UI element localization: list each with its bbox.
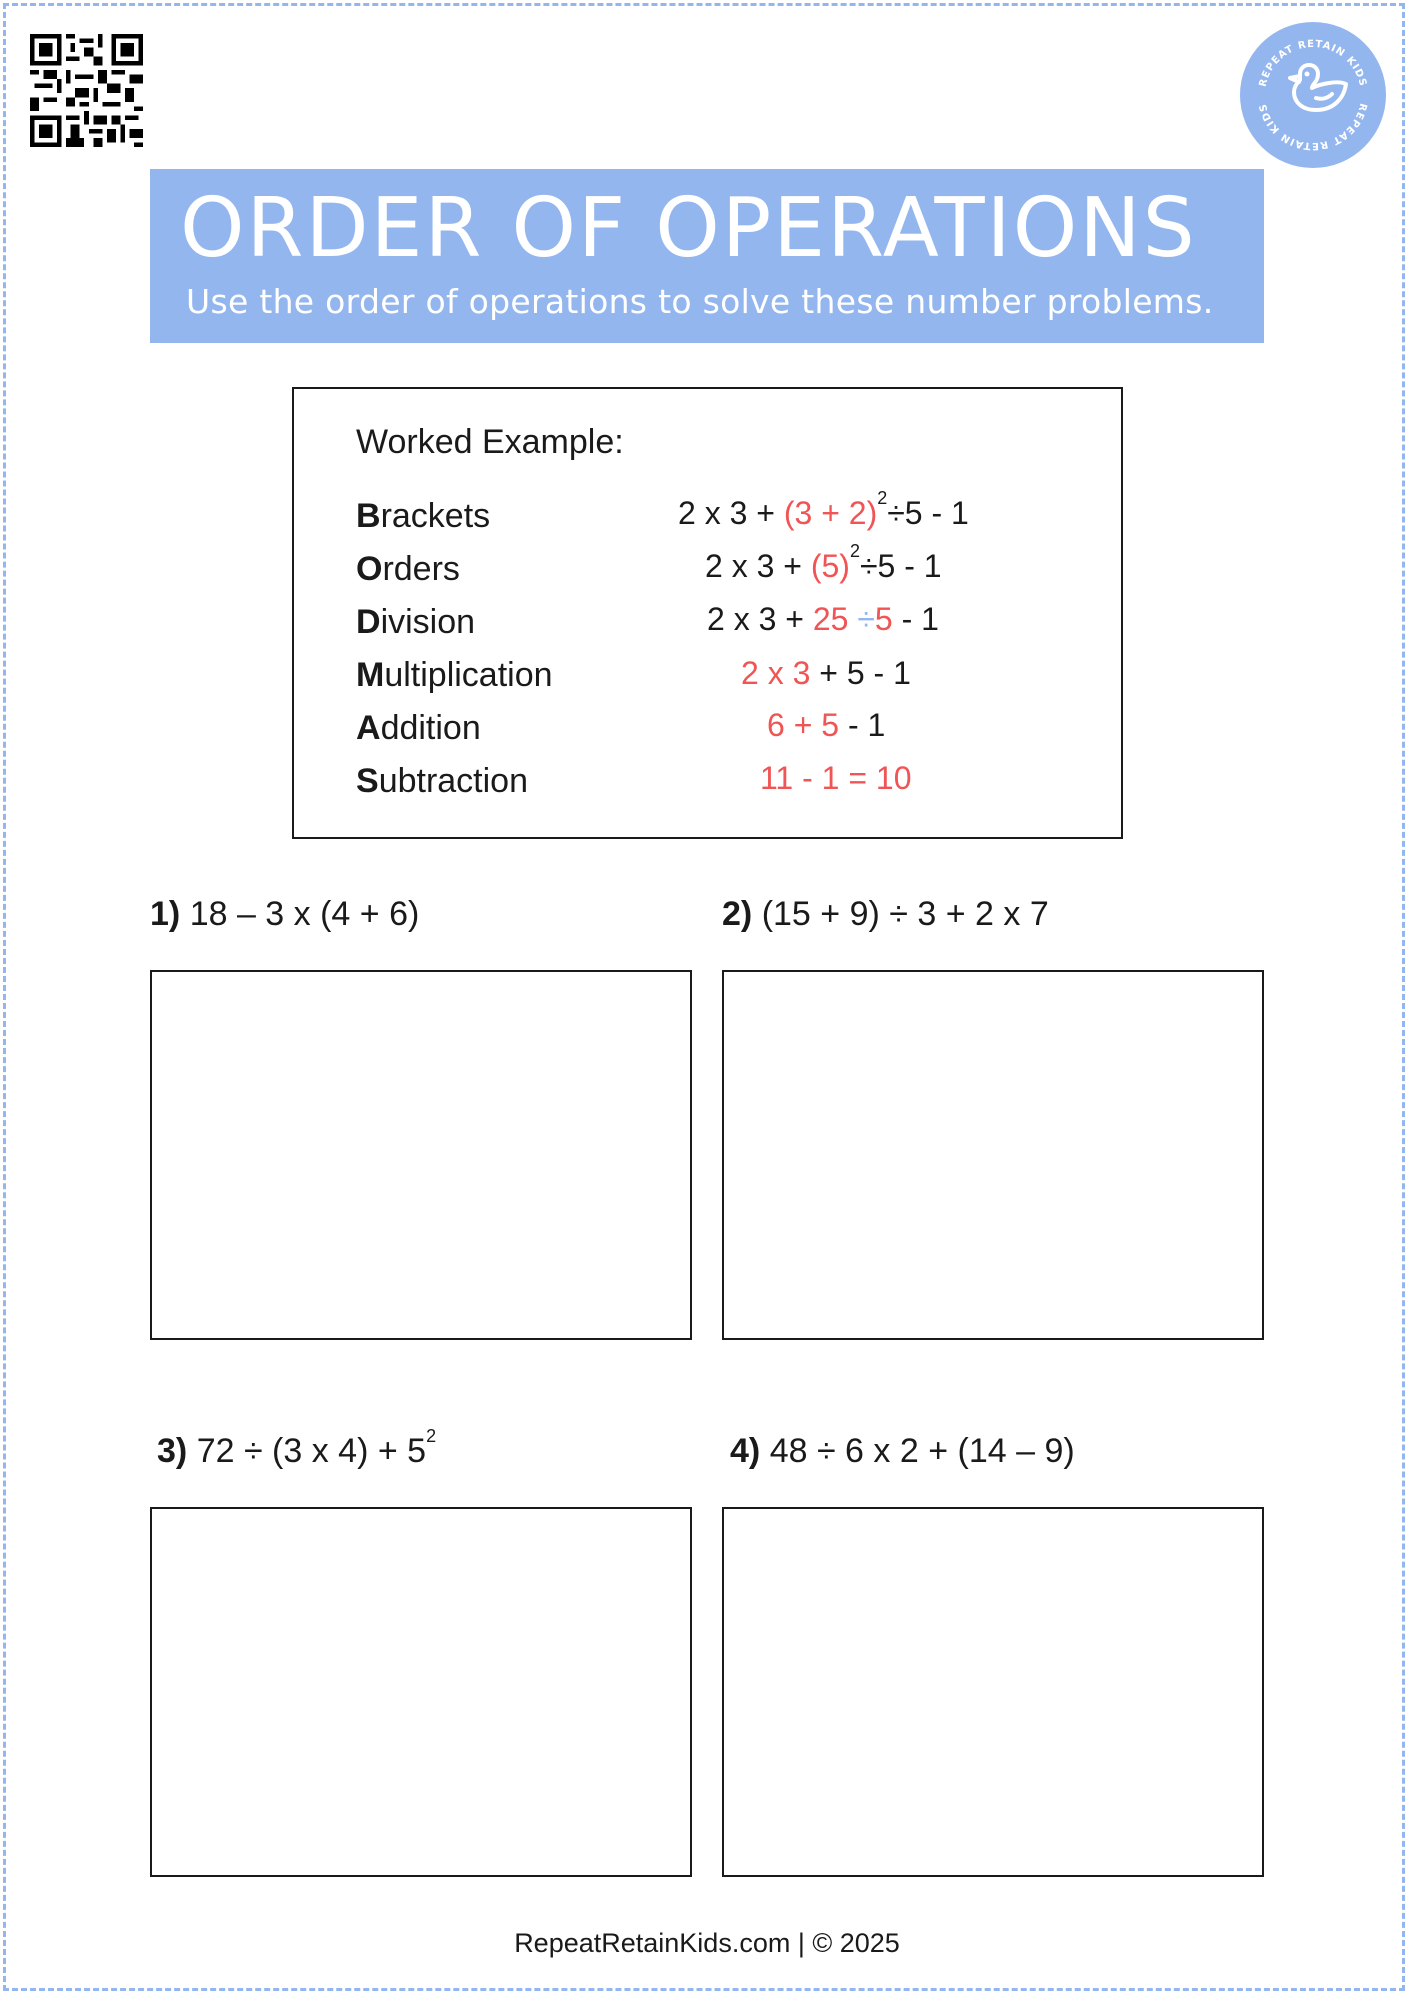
expr-part: 2 x 3 + [705,548,811,584]
expr-part: - 1 [839,707,886,743]
step-brackets [356,497,490,536]
example-line-4 [741,655,911,692]
problem-expression: 18 – 3 x (4 + 6) [189,895,420,933]
exponent: 2 [877,488,888,508]
svg-text:REPEAT RETAIN KIDS: REPEAT RETAIN KIDS [1257,102,1369,152]
footer-text: RepeatRetainKids.com | © 2025 [514,1928,900,1958]
title-banner [150,169,1264,343]
answer-box-3[interactable] [150,1507,692,1877]
answer-box-2[interactable] [722,970,1264,1340]
expr-highlight: 2 x 3 [741,655,811,691]
step-rest: ivision [380,603,476,641]
expr-highlight: 6 + 5 [767,707,840,743]
expr-part: ÷5 - 1 [887,495,969,531]
expr-highlight: (3 + 2) [783,495,878,531]
problem-3 [157,1426,437,1471]
answer-box-1[interactable] [150,970,692,1340]
worked-example-box [292,387,1123,839]
step-rest: rders [382,550,460,588]
step-initial: O [356,550,383,588]
problem-4 [730,1432,1075,1471]
example-line-1 [678,488,969,532]
expr-operator: ÷ [857,601,875,637]
expr-part: - 1 [892,601,939,637]
step-subtraction [356,762,528,801]
step-initial: S [356,762,379,800]
step-orders [356,550,460,589]
step-rest: rackets [380,497,491,535]
qr-code-icon [30,34,143,147]
expr-part: 2 x 3 + [707,601,813,637]
step-initial: B [356,497,381,535]
answer-box-4[interactable] [722,1507,1264,1877]
expr-highlight: 5 [874,601,893,637]
expr-part: ÷5 - 1 [859,548,942,584]
problem-number: 2) [722,895,753,933]
expr-highlight: (5) [810,548,850,584]
expr-highlight: 11 - 1 = 10 [760,760,912,796]
expr-part: 2 x 3 + [678,495,784,531]
step-rest: ultiplication [384,656,553,694]
step-initial: D [356,603,381,641]
problem-expression: 72 ÷ (3 x 4) + 5 [196,1432,427,1470]
worked-example-heading: Worked Example: [356,423,624,461]
problem-1 [150,895,419,934]
problem-number: 1) [150,895,181,933]
problem-expression: 48 ÷ 6 x 2 + (14 – 9) [769,1432,1075,1470]
problem-number: 4) [730,1432,761,1470]
step-multiplication [356,656,553,695]
page-subtitle: Use the order of operations to solve these number problems. [186,282,1214,321]
step-division [356,603,475,642]
problem-number: 3) [157,1432,188,1470]
repeat-retain-kids-logo [1240,22,1386,168]
expr-highlight: 25 [812,601,858,637]
expr-part: + 5 - 1 [810,655,911,691]
example-line-2 [705,541,942,585]
exponent: 2 [849,541,860,561]
problem-expression: (15 + 9) ÷ 3 + 2 x 7 [761,895,1049,933]
step-addition [356,709,481,748]
example-line-5 [767,707,885,744]
step-rest: ddition [380,709,481,747]
step-initial: A [356,709,381,747]
step-rest: ubtraction [378,762,529,800]
example-line-6 [760,760,912,797]
problem-2 [722,895,1049,934]
svg-text:REPEAT RETAIN KIDS: REPEAT RETAIN KIDS [1257,38,1369,88]
step-initial: M [356,656,385,694]
exponent: 2 [426,1426,437,1446]
page-title: ORDER OF OPERATIONS [180,181,1197,276]
example-line-3 [707,601,939,638]
